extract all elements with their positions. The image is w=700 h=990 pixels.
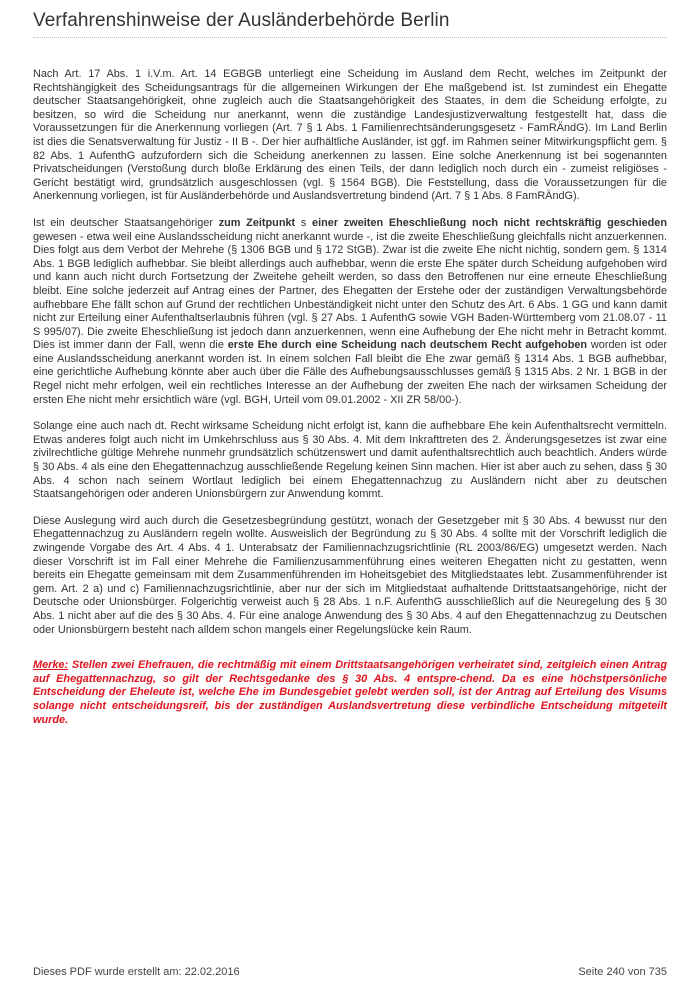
paragraph-2-text-e: gewesen - etwa weil eine Auslandsscheidung nicht anerkannt wurde -, ist die zweite Eheschließung gleichfalls nicht anzuerkennen. Dies folgt aus dem Verbot der Mehrehe (§ 1306 BGB und § 172 StGB). Zwar ist die zweite Ehe nicht nichtig, sondern gem. § 1314 Abs. 1 BGB lediglich aufhebbar. Sie bleibt allerdings auch aufhebbar, wenn die erste Ehe später durch Scheidung aufgehoben wird und kann auch nicht durch Fortsetzung der Zweitehe geheilt werden, so dass den Betroffenen nur eine erneute Eheschließung bleibt. Eine solche jederzeit auf Antrag eines der Partner, des Ehegatten der Erstehe oder der zuständigen Verwaltungsbehörde aufhebbare Ehe fällt schon auf Grund der rechtlichen Unbeständigkeit nicht unter den Schutz des Art. 6 Abs. 1 GG und kann damit nicht zur Erteilung einer Aufenthaltserlaubnis führen (vgl. § 27 Abs. 1 AufenthG sowie VGH Baden-Württemberg vom 21.08.07 - 11 S 995/07). Die zweite Eheschließung ist jedoch dann anzuerkennen, wenn eine Aufhebung der Ehe nicht mehr in Betracht kommt. Dies ist immer dann der Fall, wenn die <box>33 230 667 352</box>
note-text: Stellen zwei Ehefrauen, die rechtmäßig mit einem Drittstaatsangehörigen verheiratet sind, zeitgleich einen Antrag auf Ehegattennachzug, so gilt der Rechtsgedanke des § 30 Abs. 4 entspre-chend. Da es eine höchstpersönliche Entscheidung der Eheleute ist, welche Ehe im Bundesgebiet gelebt werden soll, ist der Antrag auf Erteilung des Visums solange nicht entscheidungsreif, bis der zuständigen Auslandsvertretung diese verbindliche Entscheidung mitgeteilt wurde. <box>33 659 667 726</box>
paragraph-3: Solange eine auch nach dt. Recht wirksame Scheidung nicht erfolgt ist, kann die aufhebbare Ehe kein Aufenthaltsrecht vermitteln. Etwas anderes folgt auch nicht im Umkehrschluss aus § 30 Abs. 4. Mit dem Inkrafttreten des 2. Änderungsgesetzes ist zwar eine zivilrechtliche gültige Mehrehe nunmehr grundsätzlich schützenswert und damit aufenthaltsrechtlich auch beachtlich. Anders würde § 30 Abs. 4 als eine den Ehegattennachzug ausschließende Regelung keinen Sinn machen. Hier ist aber auch zu sehen, dass § 30 Abs. 4 schon nach seinem Wortlaut lediglich bei einem Ehegattennachzug zu Ausländern nicht aber zu deutschen Staatsangehörigen oder anderen Unionsbürgern zur Anwendung kommt. <box>33 420 667 501</box>
page-title: Verfahrenshinweise der Ausländerbehörde Berlin <box>33 10 450 31</box>
paragraph-2-text-g: worden ist oder eine Auslandsscheidung anerkannt worden ist. In einem solchen Fall bleibt die Ehe zwar gemäß § 1314 Abs. 1 BGB aufhebbar, eine gerichtliche Aufhebung könnte aber auch über die Fälle des Aufhebungsausschlusses gemäß § 1315 Abs. 2 Nr. 1 BGB in der Regel nicht mehr erfolgen, weil ein rechtliches Interesse an der Aufhebung der zweiten Ehe nach der wirksamen Scheidung der ersten Ehe nicht mehr ersichtlich wäre (vgl. BGH, Urteil vom 09.01.2002 - XII ZR 58/00-). <box>33 339 668 406</box>
note-paragraph <box>33 659 667 727</box>
footer-created-date: Dieses PDF wurde erstellt am: 22.02.2016 <box>33 966 240 978</box>
paragraph-1: Nach Art. 17 Abs. 1 i.V.m. Art. 14 EGBGB unterliegt eine Scheidung im Ausland dem Recht, welches im Zeitpunkt der Rechtshängigkeit des Scheidungsantrags für die allgemeinen Wirkungen der Ehe maßgebend ist. Ist zumindest ein Ehegatte deutscher Staatsangehörigkeit, ohne zugleich auch die Staatsangehörigkeit des Staates, in dem die Scheidung erfolgte, zu besitzen, so wird die Scheidung nur anerkannt, wenn die zuständige Landesjustizverwaltung festgestellt hat, dass die Voraussetzungen für die Anerkennung vorliegen (Art. 7 § 1 Abs. 1 Familienrechtsänderungsgesetz - FamRÄndG). Im Land Berlin ist dies die Senatsverwaltung für Justiz - II B -. Der hier aufhältliche Ausländer, ist ggf. im Rahmen seiner Mitwirkungspflicht gem. § 82 Abs. 1 AufenthG aufzufordern sich die Scheidung anerkennen zu lassen. Eine solche Anerkennung ist bei sogenannten Privatscheidungen (Verstoßung durch bloße Erklärung des einen Teils, der dann lediglich noch durch ein - zumeist religiöses - Gericht bestätigt wird, grundsätzlich ausgeschlossen (vgl. § 1564 BGB). Die Feststellung, dass die Voraussetzungen für die Anerkennung vorliegen, ist für Ausländerbehörde und Auslandsvertretung bindend (Art. 7 § 1 Abs. 8 FamRÄndG). <box>33 68 667 203</box>
paragraph-2 <box>33 217 667 407</box>
paragraph-2-text-a: Ist ein deutscher Staatsangehöriger <box>33 216 219 229</box>
paragraph-2-text-c: s <box>295 216 313 229</box>
note-label: Merke: <box>33 659 69 672</box>
paragraph-2-bold-c: erste Ehe durch eine Scheidung nach deutschem Recht aufgehoben <box>227 339 588 352</box>
paragraph-2-bold-a: zum Zeitpunkt <box>218 216 296 229</box>
paragraph-4: Diese Auslegung wird auch durch die Gesetzesbegründung gestützt, wonach der Gesetzgeber mit § 30 Abs. 4 bewusst nur den Ehegattennachzug zu Ausländern regeln wollte. Ausweislich der Begründung zu § 30 Abs. 4 sollte mit der Vorschrift lediglich die zwingende Vorgabe des Art. 4 Abs. 4 1. Unterabsatz der Familiennachzugsrichtlinie (RL 2003/86/EG) umgesetzt werden. Nach dieser Vorschrift ist im Fall einer Mehrehe die Familienzusammenführung eines weiteren Ehegatten nicht zu gestatten, wenn bereits ein Ehegatte gemeinsam mit dem Zusammenführenden im Hoheitsgebiet des Mitgliedstaates lebt. Zusammenführender ist gem. Art. 2 a) und c) Familiennachzugsrichtlinie, aber nur der sich im Mitgliedstaat aufhaltende Drittstaatsangehörige, nicht der Deutsche oder Unionsbürger. Folgerichtig verweist auch § 28 Abs. 1 n.F. AufenthG ausschließlich auf die Neuregelung des § 30 Abs. 1 nicht aber auf die des § 30 Abs. 4. Für eine analoge Anwendung des § 30 Abs. 4 auf den Ehegattennachzug zu Deutschen oder Unionsbürgern besteht nach alldem schon mangels einer Regelungslücke kein Raum. <box>33 514 667 636</box>
paragraph-2-bold-b: einer zweiten Eheschließung noch nicht rechtskräftig geschieden <box>312 216 668 229</box>
title-divider <box>33 37 667 38</box>
footer-page-number: Seite 240 von 735 <box>578 966 667 978</box>
document-body <box>33 68 667 727</box>
